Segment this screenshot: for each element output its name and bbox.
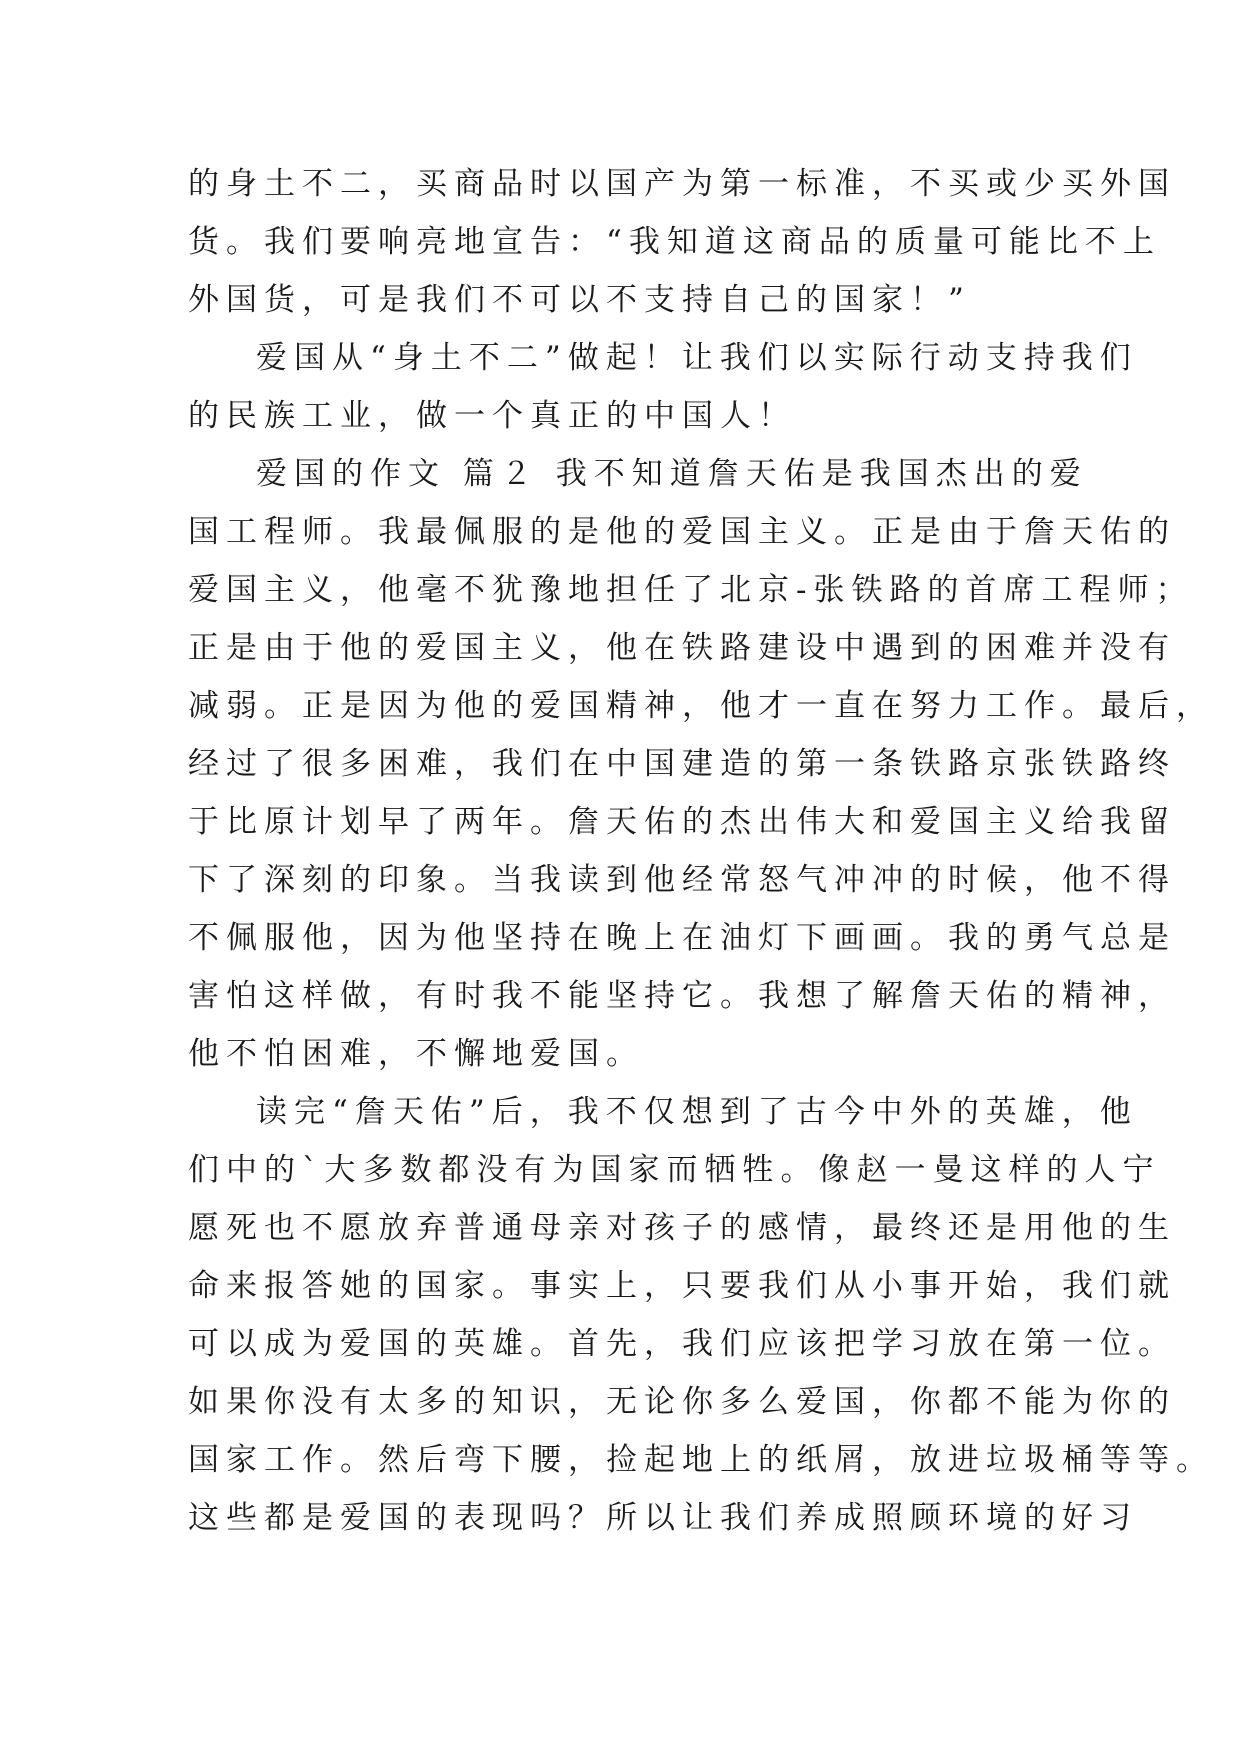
- text-line: 的民族工业，做一个真正的中国人！: [188, 398, 796, 434]
- text-line: 减弱。正是因为他的爱国精神，他才一直在努力工作。最后，: [188, 688, 1214, 724]
- text-line: 爱国从“身土不二”做起！让我们以实际行动支持我们: [256, 340, 1138, 376]
- text-line: 爱国主义，他毫不犹豫地担任了北京-张铁路的首席工程师；: [188, 572, 1194, 608]
- text-line: 如果你没有太多的知识，无论你多么爱国，你都不能为你的: [188, 1384, 1176, 1420]
- text-line: 这些都是爱国的表现吗？所以让我们养成照顾环境的好习: [188, 1500, 1138, 1536]
- text-line: 他不怕困难，不懈地爱国。: [188, 1036, 644, 1072]
- text-line: 读完“詹天佑”后，我不仅想到了古今中外的英雄，他: [256, 1094, 1138, 1130]
- text-line: 不佩服他，因为他坚持在晚上在油灯下画画。我的勇气总是: [188, 920, 1176, 956]
- text-line: 的身土不二，买商品时以国产为第一标准，不买或少买外国: [188, 166, 1176, 202]
- text-line: 命来报答她的国家。事实上，只要我们从小事开始，我们就: [188, 1268, 1176, 1304]
- text-line: 愿死也不愿放弃普通母亲对孩子的感情，最终还是用他的生: [188, 1210, 1176, 1246]
- document-page: [188, 155, 1214, 1547]
- text-line: 国家工作。然后弯下腰，捡起地上的纸屑，放进垃圾桶等等。: [188, 1442, 1214, 1478]
- text-line: 于比原计划早了两年。詹天佑的杰出伟大和爱国主义给我留: [188, 804, 1176, 840]
- text-line: 们中的`大多数都没有为国家而牺牲。像赵一曼这样的人宁: [188, 1152, 1161, 1188]
- section-heading-line: 爱国的作文 篇２ 我不知道詹天佑是我国杰出的爱: [256, 456, 1088, 492]
- text-line: 可以成为爱国的英雄。首先，我们应该把学习放在第一位。: [188, 1326, 1176, 1362]
- text-line: 下了深刻的印象。当我读到他经常怒气冲冲的时候，他不得: [188, 862, 1176, 898]
- text-line: 外国货，可是我们不可以不支持自己的国家！”: [188, 282, 971, 318]
- text-line: 害怕这样做，有时我不能坚持它。我想了解詹天佑的精神，: [188, 978, 1176, 1014]
- text-line: 国工程师。我最佩服的是他的爱国主义。正是由于詹天佑的: [188, 514, 1176, 550]
- text-line: 正是由于他的爱国主义，他在铁路建设中遇到的困难并没有: [188, 630, 1176, 666]
- text-line: 经过了很多困难，我们在中国建造的第一条铁路京张铁路终: [188, 746, 1176, 782]
- text-line: 货。我们要响亮地宣告：“我知道这商品的质量可能比不上: [188, 224, 1161, 260]
